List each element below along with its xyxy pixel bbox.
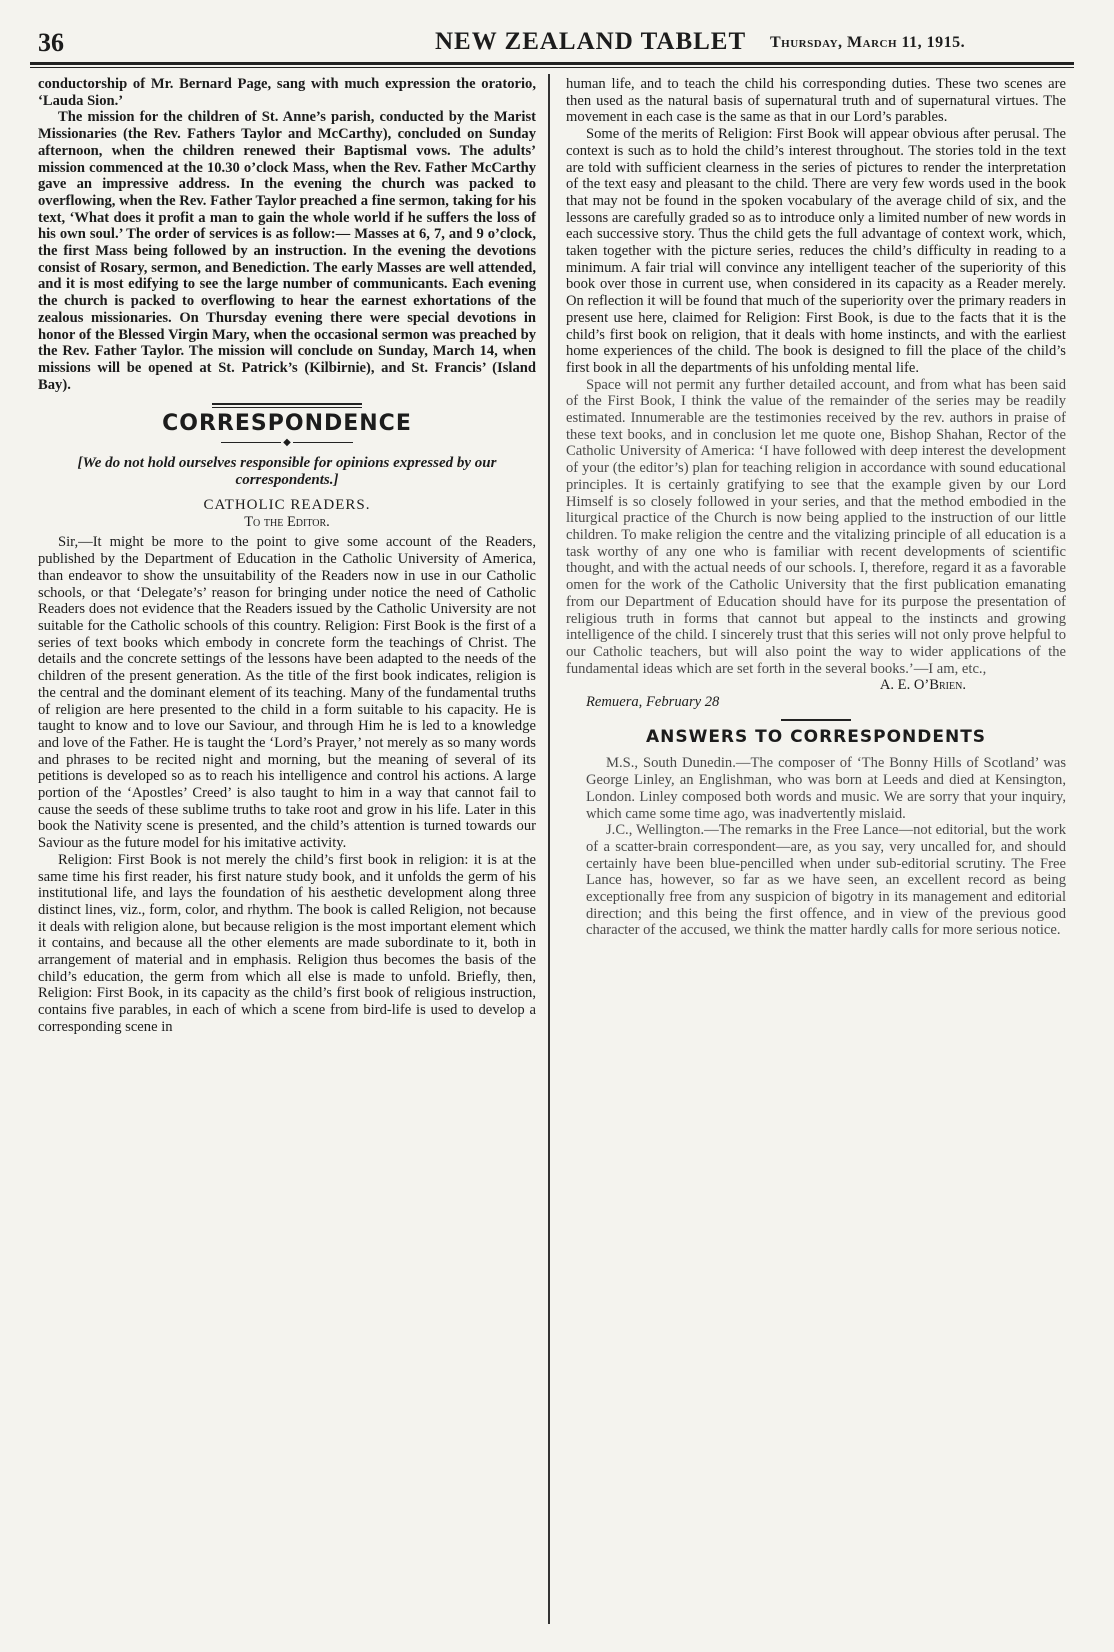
header-rule xyxy=(30,62,1074,65)
paragraph: Sir,—It might be more to the point to give some account of the Readers, published by the Department of Education in the Catholic University of America, than endeavor to show the unsuitability of the Readers now in use in our Catholic schools, or that ‘Delegate’s’ reason for bringing under notice the need of Catholic Readers does not evidence that the Readers issued by the Catholic University are not suitable for the Catholic schools of this country. Religion: First Book is the first of a series of text books which embody in concrete form the teachings of Christ. The details and the concrete settings of the lessons have been adapted to the needs of the children of the present generation. As the title of the first book indicates, religion is the central and the dominant element of its teaching. Many of the fundamental truths of religion are here presented to the child in a form suitable to his capacity. He is taught to know and to love our Saviour, and through Him he is led to a knowledge and love of the Father. He is taught the ‘Lord’s Prayer,’ not merely as so many words and phrases to be recited night and morning, but the meaning of several of its petitions is developed so as to reach his intelligence and control his actions. A large portion of the ‘Apostles’ Creed’ is also taught to him in a way that cannot fail to cause the seeds of these sublime truths to take root and grow in his life. Later in this book the Nativity scene is presented, and the child’s attention is turned towards our Saviour as the future model for his imitative activity. xyxy=(38,534,536,852)
paragraph: Some of the merits of Religion: First Book will appear obvious after perusal. The context is such as to hold the child’s interest throughout. The stories told in the text are told with sufficient clearness in the series of pictures to render the interpretation of the text easy and pleasant to the child. There are very few words used in the book that may not be found in the spoken vocabulary of the average child of six, and the lessons are carefully graded so as to introduce only a limited number of new words in each successive story. Thus the child gets the full advantage of context work, which, taken together with the picture series, reduces the child’s difficulty in reading to a minimum. A fair trial will convince any intelligent teacher of the superiority of this book over those in current use, when considered in its capacity as a Reader merely. On reflection it will be found that much of the superiority over the primary readers in present use here, claimed for Religion: First Book, is due to the facts that it is the child’s first book on religion, that it deals with home instincts, and with the earliest home experiences of the child. The book is designed to fill the place of the child’s first book in all the departments of his unfolding mental life. xyxy=(566,126,1066,376)
paragraph: Religion: First Book is not merely the child’s first book in religion: it is at the same time his first reader, his first nature study book, and it unfolds the germ of his institutional life, and lays the foundation of his aesthetic development along three distinct lines, viz., form, color, and rhythm. The book is called Religion, not because it deals with religion alone, but because religion is the most important element which it contains, and because all the other elements are made subordinate to it, both in arrangement of material and in emphasis. Religion thus becomes the basis of the child’s education, the germ from which all else is made to unfold. Briefly, then, Religion: First Book, in its capacity as the child’s first book of religious instruction, contains five parables, in each of which a scene from bird-life is used to develop a corresponding scene in xyxy=(38,851,536,1035)
section-divider xyxy=(212,403,362,408)
ornament-divider: ◆ xyxy=(38,437,536,449)
right-column xyxy=(566,76,1066,939)
paragraph: Space will not permit any further detailed account, and from what has been said of the First Book, I think the value of the remainder of the series may be readily estimated. Innumerable are the testimonies received by the rev. authors in praise of these text books, and in conclusion let me quote one, Bishop Shahan, Rector of the Catholic University of America: ‘I have followed with deep interest the development of your (the editor’s) plan for teaching religion in accordance with sound educational principles. It is certainly gratifying to see that the example given by our Lord Himself is so closely followed in your series, and that the method embodied in the liturgical practice of the Church is now being applied to the instruction of our little children. To make religion the centre and the vitalizing principle of all education is a task worthy of any one who is familiar with recent developments of scientific thought, and with the actual needs of our schools. I, therefore, regard it as a favorable omen for the work of the Catholic University that the first publication emanating from our Department of Education should have for its purpose the presentation of religious truth in forms that cannot but appeal to the instincts and growing intelligence of the child. I sincerely trust that this series will not only prove helpful to our Catholic teachers, but will also point the way to wider applications of the fundamental ideas which are set forth in the several books.’—I am, etc., xyxy=(566,376,1066,677)
section-heading-answers: ANSWERS TO CORRESPONDENTS xyxy=(645,726,987,747)
letter-addressee: To the Editor. xyxy=(244,513,330,530)
answer-item: J.C., Wellington.—The remarks in the Free Lance—not editorial, but the work of a scatter-brain correspondent—are, as you say, very uncalled for, and should certainly have been blue-pencilled when under sub-editorial scrutiny. The Free Lance has, however, so far as we have seen, an excellent record as being exceptionally free from any suspicion of bigotry in its management and editorial direction; and this being the first offence, and in view of the previous good character of the accused, we think the matter hardly calls for more serious notice. xyxy=(586,822,1066,939)
letter-place-date: Remuera, February 28 xyxy=(586,694,720,711)
paragraph: conductorship of Mr. Bernard Page, sang with much expression the oratorio, ‘Lauda Sion.’ xyxy=(38,76,536,109)
page-header xyxy=(30,22,1074,56)
section-divider xyxy=(781,719,851,721)
section-heading-correspondence: CORRESPONDENCE xyxy=(162,411,412,437)
left-column xyxy=(38,76,536,1036)
answer-item: M.S., South Dunedin.—The composer of ‘The Bonny Hills of Scotland’ was George Linley, an Englishman, who was born at Leeds and died at Kensington, London. Linley composed both words and music. We are sorry that your inquiry, which came some time ago, was inadvertently mislaid. xyxy=(586,755,1066,822)
issue-date: Thursday, March 11, 1915. xyxy=(770,34,966,51)
paragraph: The mission for the children of St. Anne’s parish, conducted by the Marist Missionaries (the Rev. Fathers Taylor and McCarthy), concluded on Sunday afternoon, when the children renewed their Baptismal vows. The adults’ mission commenced at the 10.30 o’clock Mass, when the Rev. Father McCarthy gave an impressive address. In the evening the church was packed to overflowing, when the Rev. Father Taylor preached a fine sermon, taking for his text, ‘What does it profit a man to gain the whole world if he suffers the loss of his own soul.’ The order of services is as follow:— Masses at 6, 7, and 9 o’clock, the first Mass being followed by an instruction. In the evening the devotions consist of Rosary, sermon, and Benediction. The early Masses are well attended, and it is most edifying to see the large number of communicants. Each evening the church is packed to overflowing to hear the earnest exhortations of the zealous missionaries. On Thursday evening there were special devotions in honor of the Blessed Virgin Mary, when the occasional sermon was preached by the Rev. Father Taylor. The mission will conclude on Sunday, March 14, when missions will be opened at St. Patrick’s (Kilbirnie), and St. Francis’ (Island Bay). xyxy=(38,109,536,393)
disclaimer: [We do not hold ourselves responsible for opinions expressed by our correspondents.] xyxy=(77,455,497,489)
letter-signature: A. E. O’Brien. xyxy=(879,677,966,694)
paragraph: human life, and to teach the child his corresponding duties. These two scenes are then used as the natural basis of supernatural truth and of supernatural virtues. The movement in each case is the same as that in our Lord’s parables. xyxy=(566,76,1066,126)
page-number: 36 xyxy=(38,28,64,57)
header-rule-thin xyxy=(30,67,1074,68)
publication-title: NEW ZEALAND TABLET xyxy=(435,28,747,55)
letter-title: CATHOLIC READERS. xyxy=(203,497,371,514)
column-divider xyxy=(548,74,550,1624)
